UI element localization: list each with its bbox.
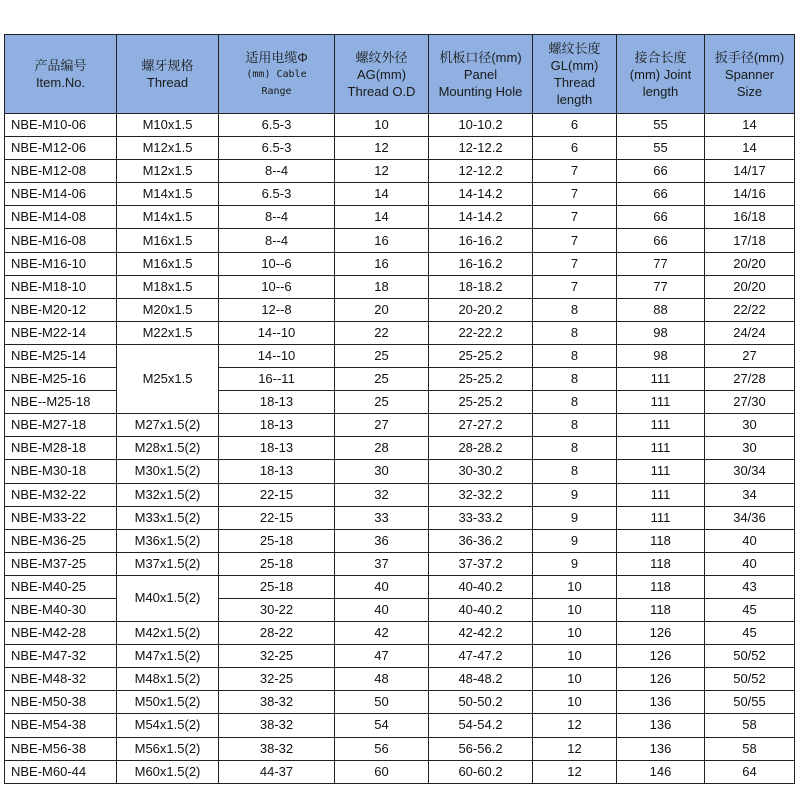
cell-panel-hole: 30-30.2 bbox=[429, 460, 533, 483]
header-row bbox=[5, 35, 795, 114]
cell-thread-length: 12 bbox=[533, 737, 617, 760]
cell-thread-length: 9 bbox=[533, 552, 617, 575]
table-row bbox=[5, 183, 795, 206]
cell-item-no: NBE-M25-14 bbox=[5, 344, 117, 367]
cell-thread-od: 36 bbox=[335, 529, 429, 552]
cell-spanner-size: 50/52 bbox=[705, 668, 795, 691]
cell-thread-length: 8 bbox=[533, 437, 617, 460]
table-row bbox=[5, 229, 795, 252]
cell-spanner-size: 45 bbox=[705, 622, 795, 645]
cell-thread-od: 18 bbox=[335, 275, 429, 298]
header-label-en: Item.No. bbox=[35, 75, 86, 90]
cell-spanner-size: 50/52 bbox=[705, 645, 795, 668]
cell-spanner-size: 43 bbox=[705, 575, 795, 598]
cell-thread-od: 47 bbox=[335, 645, 429, 668]
table-row bbox=[5, 483, 795, 506]
cell-spanner-size: 27/28 bbox=[705, 368, 795, 391]
cell-thread: M16x1.5 bbox=[117, 229, 219, 252]
table-row bbox=[5, 114, 795, 137]
cell-joint-length: 118 bbox=[617, 598, 705, 621]
cell-thread-length: 8 bbox=[533, 368, 617, 391]
cell-thread: M60x1.5(2) bbox=[117, 760, 219, 783]
header-label-zh: 螺牙规格 bbox=[141, 58, 194, 73]
table-row bbox=[5, 344, 795, 367]
cell-thread-od: 42 bbox=[335, 622, 429, 645]
cell-item-no: NBE-M14-08 bbox=[5, 206, 117, 229]
cell-thread: M12x1.5 bbox=[117, 160, 219, 183]
header-label-zh: 接合长度 bbox=[634, 49, 687, 65]
cell-thread-od: 12 bbox=[335, 137, 429, 160]
cell-thread: M20x1.5 bbox=[117, 298, 219, 321]
cell-item-no: NBE-M40-25 bbox=[5, 575, 117, 598]
header-label-zh: 螺纹长度 bbox=[548, 41, 601, 56]
header-label-en: Thread bbox=[146, 75, 189, 90]
cell-cable-range: 22-15 bbox=[219, 483, 335, 506]
cell-cable-range: 10--6 bbox=[219, 252, 335, 275]
cell-cable-range: 25-18 bbox=[219, 552, 335, 575]
table-row bbox=[5, 460, 795, 483]
cell-item-no: NBE-M22-14 bbox=[5, 321, 117, 344]
cell-thread-length: 7 bbox=[533, 183, 617, 206]
cell-thread-length: 7 bbox=[533, 206, 617, 229]
cell-cable-range: 28-22 bbox=[219, 622, 335, 645]
cell-thread-length: 10 bbox=[533, 668, 617, 691]
table-row bbox=[5, 529, 795, 552]
cell-spanner-size: 16/18 bbox=[705, 206, 795, 229]
cell-thread: M40x1.5(2) bbox=[117, 575, 219, 621]
cell-item-no: NBE-M33-22 bbox=[5, 506, 117, 529]
cell-thread: M32x1.5(2) bbox=[117, 483, 219, 506]
cell-thread: M16x1.5 bbox=[117, 252, 219, 275]
header-label-en: Thread bbox=[553, 75, 596, 90]
table-row bbox=[5, 414, 795, 437]
cell-thread: M14x1.5 bbox=[117, 183, 219, 206]
cell-spanner-size: 45 bbox=[705, 598, 795, 621]
table-body bbox=[5, 114, 795, 784]
cell-item-no: NBE-M28-18 bbox=[5, 437, 117, 460]
cell-spanner-size: 24/24 bbox=[705, 321, 795, 344]
table-row bbox=[5, 645, 795, 668]
cell-item-no: NBE-M10-06 bbox=[5, 114, 117, 137]
cell-thread-length: 8 bbox=[533, 414, 617, 437]
cell-panel-hole: 40-40.2 bbox=[429, 598, 533, 621]
header-label-en: Thread O.D bbox=[347, 83, 416, 99]
cell-spanner-size: 64 bbox=[705, 760, 795, 783]
cell-thread-length: 9 bbox=[533, 529, 617, 552]
cell-thread-length: 8 bbox=[533, 344, 617, 367]
cell-thread-od: 54 bbox=[335, 714, 429, 737]
cell-item-no: NBE-M37-25 bbox=[5, 552, 117, 575]
cell-thread-od: 25 bbox=[335, 391, 429, 414]
cell-item-no: NBE-M18-10 bbox=[5, 275, 117, 298]
header-label-en: (mm) Cable bbox=[246, 68, 307, 80]
cell-panel-hole: 16-16.2 bbox=[429, 252, 533, 275]
cell-thread: M12x1.5 bbox=[117, 137, 219, 160]
cell-spanner-size: 58 bbox=[705, 714, 795, 737]
cell-thread-od: 40 bbox=[335, 598, 429, 621]
cell-joint-length: 111 bbox=[617, 368, 705, 391]
cell-joint-length: 118 bbox=[617, 575, 705, 598]
cell-cable-range: 30-22 bbox=[219, 598, 335, 621]
cell-spanner-size: 40 bbox=[705, 552, 795, 575]
cell-thread-od: 12 bbox=[335, 160, 429, 183]
cell-panel-hole: 12-12.2 bbox=[429, 137, 533, 160]
cell-item-no: NBE-M50-38 bbox=[5, 691, 117, 714]
cell-item-no: NBE-M48-32 bbox=[5, 668, 117, 691]
header-label-en: (mm) Joint bbox=[629, 66, 692, 82]
cell-spanner-size: 34 bbox=[705, 483, 795, 506]
header-thread bbox=[117, 35, 219, 114]
cell-panel-hole: 14-14.2 bbox=[429, 206, 533, 229]
cell-item-no: NBE--M25-18 bbox=[5, 391, 117, 414]
header-item-no bbox=[5, 35, 117, 114]
cell-joint-length: 66 bbox=[617, 183, 705, 206]
header-panel-hole bbox=[429, 35, 533, 114]
cell-joint-length: 111 bbox=[617, 506, 705, 529]
cell-joint-length: 111 bbox=[617, 391, 705, 414]
cell-thread-length: 8 bbox=[533, 321, 617, 344]
cell-spanner-size: 20/20 bbox=[705, 275, 795, 298]
header-thread-od bbox=[335, 35, 429, 114]
cell-panel-hole: 27-27.2 bbox=[429, 414, 533, 437]
header-thread-length bbox=[533, 35, 617, 114]
cell-panel-hole: 25-25.2 bbox=[429, 368, 533, 391]
cell-spanner-size: 40 bbox=[705, 529, 795, 552]
cell-thread-length: 8 bbox=[533, 298, 617, 321]
cell-thread-length: 12 bbox=[533, 760, 617, 783]
header-label-en: Spanner bbox=[724, 66, 775, 82]
cell-thread: M22x1.5 bbox=[117, 321, 219, 344]
cell-cable-range: 6.5-3 bbox=[219, 183, 335, 206]
cell-panel-hole: 50-50.2 bbox=[429, 691, 533, 714]
cell-thread: M47x1.5(2) bbox=[117, 645, 219, 668]
cell-cable-range: 6.5-3 bbox=[219, 114, 335, 137]
cell-thread-length: 12 bbox=[533, 714, 617, 737]
cell-cable-range: 8--4 bbox=[219, 229, 335, 252]
cell-panel-hole: 10-10.2 bbox=[429, 114, 533, 137]
table-row bbox=[5, 760, 795, 783]
cell-joint-length: 118 bbox=[617, 552, 705, 575]
cell-thread: M18x1.5 bbox=[117, 275, 219, 298]
cell-thread-od: 50 bbox=[335, 691, 429, 714]
cell-item-no: NBE-M36-25 bbox=[5, 529, 117, 552]
cell-item-no: NBE-M30-18 bbox=[5, 460, 117, 483]
cell-thread-length: 10 bbox=[533, 575, 617, 598]
cell-joint-length: 136 bbox=[617, 737, 705, 760]
cell-panel-hole: 32-32.2 bbox=[429, 483, 533, 506]
cell-spanner-size: 14 bbox=[705, 114, 795, 137]
cell-item-no: NBE-M25-16 bbox=[5, 368, 117, 391]
cell-cable-range: 8--4 bbox=[219, 206, 335, 229]
header-label-zh: 螺纹外径 bbox=[355, 49, 408, 65]
cell-panel-hole: 25-25.2 bbox=[429, 391, 533, 414]
cell-item-no: NBE-M14-06 bbox=[5, 183, 117, 206]
cell-joint-length: 66 bbox=[617, 229, 705, 252]
cell-thread: M42x1.5(2) bbox=[117, 622, 219, 645]
cell-thread: M25x1.5 bbox=[117, 344, 219, 413]
cell-joint-length: 77 bbox=[617, 275, 705, 298]
cell-cable-range: 14--10 bbox=[219, 321, 335, 344]
cell-joint-length: 126 bbox=[617, 668, 705, 691]
cell-spanner-size: 34/36 bbox=[705, 506, 795, 529]
cell-cable-range: 25-18 bbox=[219, 575, 335, 598]
cell-spanner-size: 17/18 bbox=[705, 229, 795, 252]
cell-thread-od: 25 bbox=[335, 344, 429, 367]
cell-item-no: NBE-M27-18 bbox=[5, 414, 117, 437]
cell-panel-hole: 14-14.2 bbox=[429, 183, 533, 206]
cell-thread: M48x1.5(2) bbox=[117, 668, 219, 691]
cell-thread: M37x1.5(2) bbox=[117, 552, 219, 575]
cell-thread: M10x1.5 bbox=[117, 114, 219, 137]
cell-cable-range: 18-13 bbox=[219, 437, 335, 460]
cell-thread-od: 40 bbox=[335, 575, 429, 598]
cell-thread: M54x1.5(2) bbox=[117, 714, 219, 737]
cell-thread-od: 56 bbox=[335, 737, 429, 760]
table-header bbox=[5, 35, 795, 114]
cell-joint-length: 136 bbox=[617, 714, 705, 737]
cell-thread-od: 20 bbox=[335, 298, 429, 321]
cell-spanner-size: 14 bbox=[705, 137, 795, 160]
cell-thread-od: 27 bbox=[335, 414, 429, 437]
table-row bbox=[5, 252, 795, 275]
cell-item-no: NBE-M16-08 bbox=[5, 229, 117, 252]
header-label-en: Panel bbox=[463, 66, 498, 82]
cell-spanner-size: 22/22 bbox=[705, 298, 795, 321]
cell-cable-range: 32-25 bbox=[219, 668, 335, 691]
header-label-en: length bbox=[642, 83, 679, 99]
cell-cable-range: 18-13 bbox=[219, 391, 335, 414]
cell-joint-length: 111 bbox=[617, 483, 705, 506]
cell-thread-od: 16 bbox=[335, 252, 429, 275]
header-label-en: GL(mm) bbox=[550, 58, 599, 73]
header-label-zh: 机板口径(mm) bbox=[439, 49, 522, 65]
cell-cable-range: 16--11 bbox=[219, 368, 335, 391]
cell-thread-length: 7 bbox=[533, 160, 617, 183]
cell-thread: M14x1.5 bbox=[117, 206, 219, 229]
cell-thread-od: 30 bbox=[335, 460, 429, 483]
cell-thread-length: 6 bbox=[533, 137, 617, 160]
cell-thread-length: 6 bbox=[533, 114, 617, 137]
cell-cable-range: 32-25 bbox=[219, 645, 335, 668]
cell-cable-range: 6.5-3 bbox=[219, 137, 335, 160]
cell-cable-range: 18-13 bbox=[219, 414, 335, 437]
cell-cable-range: 44-37 bbox=[219, 760, 335, 783]
cell-joint-length: 98 bbox=[617, 344, 705, 367]
cell-panel-hole: 36-36.2 bbox=[429, 529, 533, 552]
cell-joint-length: 111 bbox=[617, 414, 705, 437]
cell-thread-length: 7 bbox=[533, 275, 617, 298]
cell-thread-od: 14 bbox=[335, 183, 429, 206]
cell-cable-range: 10--6 bbox=[219, 275, 335, 298]
cell-panel-hole: 28-28.2 bbox=[429, 437, 533, 460]
cell-item-no: NBE-M56-38 bbox=[5, 737, 117, 760]
header-cable-range bbox=[219, 35, 335, 114]
cell-panel-hole: 22-22.2 bbox=[429, 321, 533, 344]
cell-cable-range: 18-13 bbox=[219, 460, 335, 483]
cell-joint-length: 66 bbox=[617, 160, 705, 183]
header-label-en: length bbox=[556, 92, 593, 107]
cell-cable-range: 38-32 bbox=[219, 691, 335, 714]
cell-thread-length: 8 bbox=[533, 460, 617, 483]
cell-panel-hole: 48-48.2 bbox=[429, 668, 533, 691]
cell-joint-length: 55 bbox=[617, 137, 705, 160]
header-label-en: Mounting Hole bbox=[438, 83, 523, 99]
cell-joint-length: 66 bbox=[617, 206, 705, 229]
cell-spanner-size: 58 bbox=[705, 737, 795, 760]
cell-panel-hole: 40-40.2 bbox=[429, 575, 533, 598]
cell-panel-hole: 20-20.2 bbox=[429, 298, 533, 321]
cell-spanner-size: 14/16 bbox=[705, 183, 795, 206]
cell-thread-od: 32 bbox=[335, 483, 429, 506]
cell-panel-hole: 42-42.2 bbox=[429, 622, 533, 645]
cell-joint-length: 55 bbox=[617, 114, 705, 137]
cell-cable-range: 12--8 bbox=[219, 298, 335, 321]
cell-panel-hole: 47-47.2 bbox=[429, 645, 533, 668]
cell-spanner-size: 27/30 bbox=[705, 391, 795, 414]
table-row bbox=[5, 275, 795, 298]
cell-thread-length: 10 bbox=[533, 691, 617, 714]
cell-cable-range: 8--4 bbox=[219, 160, 335, 183]
table-row bbox=[5, 737, 795, 760]
header-label-en: Range bbox=[261, 85, 292, 97]
cell-thread-length: 10 bbox=[533, 598, 617, 621]
cell-thread-od: 60 bbox=[335, 760, 429, 783]
cell-thread-od: 16 bbox=[335, 229, 429, 252]
cell-panel-hole: 33-33.2 bbox=[429, 506, 533, 529]
table-row bbox=[5, 714, 795, 737]
table-row bbox=[5, 298, 795, 321]
cell-joint-length: 88 bbox=[617, 298, 705, 321]
cell-joint-length: 77 bbox=[617, 252, 705, 275]
cell-thread-length: 9 bbox=[533, 483, 617, 506]
cell-cable-range: 25-18 bbox=[219, 529, 335, 552]
cell-spanner-size: 30 bbox=[705, 437, 795, 460]
cell-joint-length: 126 bbox=[617, 645, 705, 668]
cell-panel-hole: 56-56.2 bbox=[429, 737, 533, 760]
cell-item-no: NBE-M47-32 bbox=[5, 645, 117, 668]
table-row bbox=[5, 437, 795, 460]
cell-joint-length: 136 bbox=[617, 691, 705, 714]
cell-thread-od: 14 bbox=[335, 206, 429, 229]
header-label-en: AG(mm) bbox=[356, 66, 407, 82]
cell-thread: M27x1.5(2) bbox=[117, 414, 219, 437]
cell-spanner-size: 50/55 bbox=[705, 691, 795, 714]
header-joint-length bbox=[617, 35, 705, 114]
cell-thread: M36x1.5(2) bbox=[117, 529, 219, 552]
cell-panel-hole: 37-37.2 bbox=[429, 552, 533, 575]
cell-thread-od: 25 bbox=[335, 368, 429, 391]
header-spanner-size bbox=[705, 35, 795, 114]
cell-item-no: NBE-M12-08 bbox=[5, 160, 117, 183]
header-label-zh: 产品编号 bbox=[34, 58, 87, 73]
cell-thread-length: 8 bbox=[533, 391, 617, 414]
cell-thread-od: 48 bbox=[335, 668, 429, 691]
table-row bbox=[5, 137, 795, 160]
cell-spanner-size: 30/34 bbox=[705, 460, 795, 483]
cell-joint-length: 111 bbox=[617, 460, 705, 483]
cell-item-no: NBE-M12-06 bbox=[5, 137, 117, 160]
cell-joint-length: 126 bbox=[617, 622, 705, 645]
table-row bbox=[5, 506, 795, 529]
cell-cable-range: 38-32 bbox=[219, 737, 335, 760]
cell-thread-od: 33 bbox=[335, 506, 429, 529]
cell-cable-range: 14--10 bbox=[219, 344, 335, 367]
cell-thread-length: 10 bbox=[533, 622, 617, 645]
cell-item-no: NBE-M60-44 bbox=[5, 760, 117, 783]
cell-panel-hole: 16-16.2 bbox=[429, 229, 533, 252]
cell-cable-range: 38-32 bbox=[219, 714, 335, 737]
table-row bbox=[5, 160, 795, 183]
cell-item-no: NBE-M16-10 bbox=[5, 252, 117, 275]
cable-gland-spec-table bbox=[4, 34, 795, 784]
table-row bbox=[5, 691, 795, 714]
cell-thread: M56x1.5(2) bbox=[117, 737, 219, 760]
cell-thread-od: 22 bbox=[335, 321, 429, 344]
table-row bbox=[5, 206, 795, 229]
cell-thread-od: 28 bbox=[335, 437, 429, 460]
header-label-zh: 扳手径(mm) bbox=[714, 49, 785, 65]
cell-thread: M33x1.5(2) bbox=[117, 506, 219, 529]
cell-spanner-size: 27 bbox=[705, 344, 795, 367]
header-label-en: Size bbox=[736, 83, 763, 99]
cell-item-no: NBE-M54-38 bbox=[5, 714, 117, 737]
table-row bbox=[5, 552, 795, 575]
table-row bbox=[5, 622, 795, 645]
table-row bbox=[5, 668, 795, 691]
cell-thread-od: 37 bbox=[335, 552, 429, 575]
cell-joint-length: 146 bbox=[617, 760, 705, 783]
cell-joint-length: 111 bbox=[617, 437, 705, 460]
table-row bbox=[5, 575, 795, 598]
spec-table-container bbox=[4, 34, 795, 784]
cell-thread: M28x1.5(2) bbox=[117, 437, 219, 460]
cell-thread-length: 7 bbox=[533, 252, 617, 275]
cell-spanner-size: 14/17 bbox=[705, 160, 795, 183]
cell-panel-hole: 54-54.2 bbox=[429, 714, 533, 737]
cell-item-no: NBE-M40-30 bbox=[5, 598, 117, 621]
cell-thread-length: 10 bbox=[533, 645, 617, 668]
cell-joint-length: 98 bbox=[617, 321, 705, 344]
table-row bbox=[5, 321, 795, 344]
cell-item-no: NBE-M20-12 bbox=[5, 298, 117, 321]
cell-thread: M50x1.5(2) bbox=[117, 691, 219, 714]
cell-joint-length: 118 bbox=[617, 529, 705, 552]
cell-spanner-size: 20/20 bbox=[705, 252, 795, 275]
cell-thread-length: 9 bbox=[533, 506, 617, 529]
cell-spanner-size: 30 bbox=[705, 414, 795, 437]
cell-panel-hole: 60-60.2 bbox=[429, 760, 533, 783]
cell-panel-hole: 18-18.2 bbox=[429, 275, 533, 298]
header-label-zh: 适用电缆Φ bbox=[245, 49, 308, 65]
cell-thread-od: 10 bbox=[335, 114, 429, 137]
cell-thread-length: 7 bbox=[533, 229, 617, 252]
cell-panel-hole: 12-12.2 bbox=[429, 160, 533, 183]
cell-cable-range: 22-15 bbox=[219, 506, 335, 529]
cell-item-no: NBE-M32-22 bbox=[5, 483, 117, 506]
cell-item-no: NBE-M42-28 bbox=[5, 622, 117, 645]
cell-thread: M30x1.5(2) bbox=[117, 460, 219, 483]
cell-panel-hole: 25-25.2 bbox=[429, 344, 533, 367]
